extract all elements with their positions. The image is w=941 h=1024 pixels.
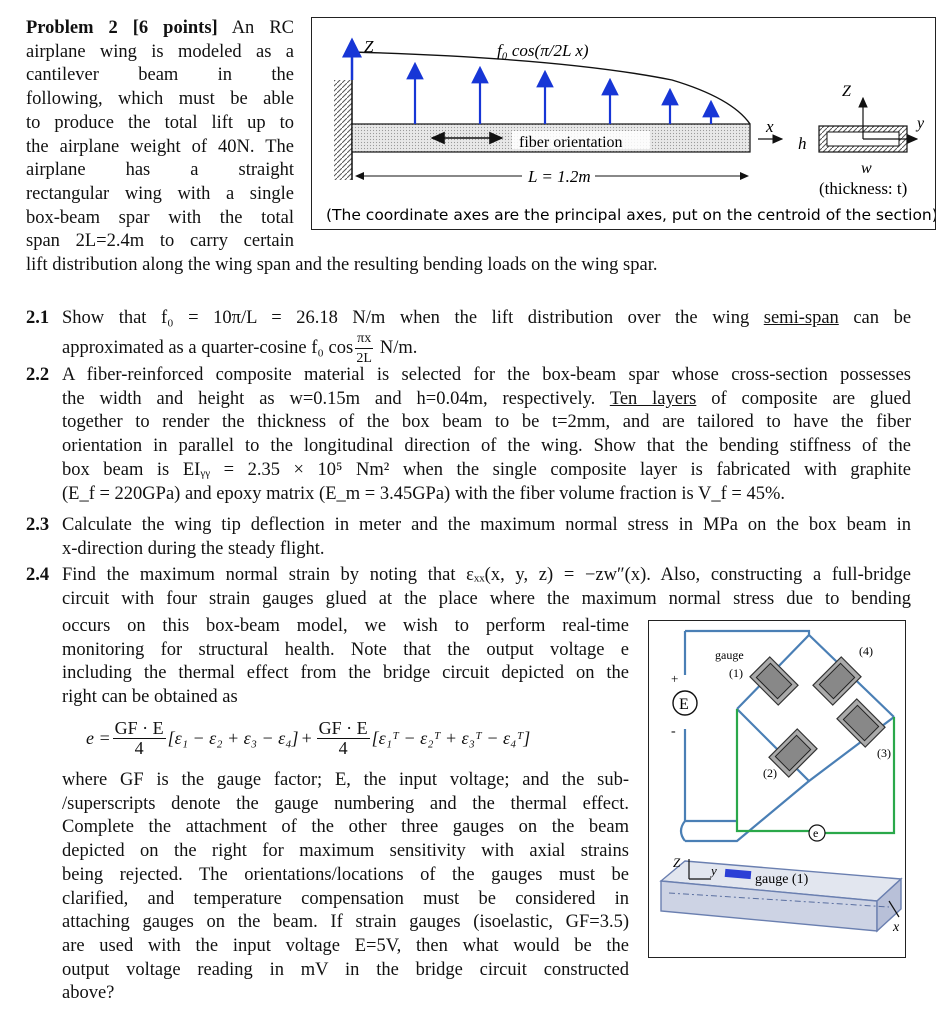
question-2-3: 2.3 Calculate the wing tip deflection in meter and the maximum normal stress in MPa on the box beam in x-direction during the steady flight. bbox=[26, 515, 911, 559]
q-number: 2.4 bbox=[26, 565, 50, 585]
fiber-label: fiber orientation bbox=[519, 134, 623, 151]
gauge-1-label: gauge (1) bbox=[755, 872, 809, 887]
intro-line: span 2L=2.4m to carry certain bbox=[26, 231, 294, 252]
beam-3d bbox=[661, 859, 901, 931]
q-number: 2.2 bbox=[26, 365, 50, 385]
figure-caption: (The coordinate axes are the principal axes, put on the centroid of the section) bbox=[326, 206, 935, 224]
source-label: E bbox=[679, 696, 689, 713]
svg-text:x: x bbox=[893, 920, 900, 935]
gauge-4 bbox=[813, 657, 861, 705]
bridge-diagram bbox=[649, 621, 905, 957]
intro-line: rectangular wing with a single bbox=[26, 183, 294, 204]
load-arrows bbox=[415, 64, 711, 124]
y-axis-label: y bbox=[917, 115, 925, 132]
z2-label: Z bbox=[842, 83, 851, 100]
problem-heading: Problem 2 [6 points] bbox=[26, 18, 218, 38]
length-label: L = 1.2m bbox=[528, 167, 591, 186]
output-label: e bbox=[813, 826, 819, 840]
svg-text:(4): (4) bbox=[859, 644, 873, 658]
gauge-3 bbox=[837, 699, 885, 747]
svg-text:(1): (1) bbox=[729, 666, 743, 680]
load-curve bbox=[352, 52, 750, 124]
svg-text:Z: Z bbox=[673, 855, 681, 870]
question-2-4: 2.4 Find the maximum normal strain by noting that εₓₓ(x, y, z) = −zw″(x). Also, constructing a full-bridge circuit with four strain gauges glued at the place where the maximum normal stress due to bending bbox=[26, 565, 911, 609]
wall-support bbox=[334, 80, 352, 180]
q-number: 2.3 bbox=[26, 515, 50, 535]
intro-line: box-beam spar with the total bbox=[26, 207, 294, 228]
svg-text:+: + bbox=[671, 671, 679, 686]
thickness-label: (thickness: t) bbox=[819, 179, 908, 198]
svg-text:-: - bbox=[671, 724, 676, 739]
problem-intro bbox=[26, 17, 294, 254]
w-label: w bbox=[861, 160, 872, 177]
x-axis-label: x bbox=[766, 117, 774, 136]
h-label: h bbox=[798, 134, 807, 153]
bridge-figure bbox=[648, 620, 906, 958]
gauge-label: gauge bbox=[715, 648, 744, 662]
svg-text:y: y bbox=[711, 863, 717, 878]
load-label: f₀ cos(π/2L x) bbox=[497, 41, 589, 60]
svg-text:(2): (2) bbox=[763, 766, 777, 780]
wing-diagram bbox=[312, 18, 935, 229]
q-number: 2.1 bbox=[26, 308, 50, 328]
intro-line: airplane has a straight bbox=[26, 160, 294, 181]
intro-line: to produce the total lift up to bbox=[26, 112, 294, 133]
question-2-4-left: occurs on this box-beam model, we wish to perform real-time monitoring for structural health. Note that the output voltage e including the thermal effect from the bridge circuit depicted on the right can be obtained as bbox=[62, 616, 629, 708]
wing-figure bbox=[311, 17, 936, 230]
intro-line: following, which must be able bbox=[26, 89, 294, 110]
intro-line: Problem 2 [6 points] An RC bbox=[26, 18, 294, 38]
intro-line: cantilever beam in the bbox=[26, 65, 294, 86]
intro-line: the airplane weight of 40N. The bbox=[26, 136, 294, 157]
gauge-1 bbox=[750, 657, 798, 705]
z-axis-label: Z bbox=[364, 37, 374, 56]
intro-line: airplane wing is modeled as a bbox=[26, 41, 294, 62]
svg-text:(3): (3) bbox=[877, 746, 891, 760]
question-2-1: 2.1 Show that f₀ = 10π/L = 26.18 N/m when the lift distribution over the wing semi-span can be approximated as a quarter-cosine f₀ cos $\frac{\pi x}{2L}$ N/m. bbox=[26, 308, 912, 366]
question-2-2: 2.2 A fiber-reinforced composite material is selected for the box-beam spar whose cross-section possesses the width and height as w=0.15m and h=0.04m, respectively. Ten layers of composite are glued together to render the thickness of the box beam to be t=2mm, and are tailored to have the fiber orientation in parallel to the longitudinal direction of the wing. Show that the bending stiffness of the box beam is EIᵧᵧ = 2.35 × 10⁵ Nm² when the single composite layer is fabricated with graphite (E_f = 220GPa) and epoxy matrix (E_m = 3.45GPa) with the fiber volume fraction is V_f = 45%. bbox=[26, 365, 912, 504]
question-2-4-after: where GF is the gauge factor; E, the input voltage; and the sub- /superscripts denote the gauge numbering and the thermal effect. Complete the attachment of the other three gauges on the beam depicted on the right for maximum sensitivity with axial strains being rejected. The orientations/locations of the gauges must be clarified, and temperature compensation must be considered in attaching gauges on the beam. If strain gauges (isoelastic, GF=3.5) are used with the input voltage E=5V, then what would be the output voltage reading in mV in the bridge circuit constructed above? bbox=[62, 770, 629, 1004]
intro-line-full: lift distribution along the wing span and the resulting bending loads on the wing spar. bbox=[26, 255, 658, 275]
bridge-equation: e = $\frac{GF \cdot E}{4}$ [ε₁ − ε₂ + ε₃ − ε₄] + $\frac{GF \cdot E}{4}$ [ε₁ᵀ − ε₂ᵀ + ε₃ᵀ − ε₄ᵀ] bbox=[86, 717, 531, 758]
